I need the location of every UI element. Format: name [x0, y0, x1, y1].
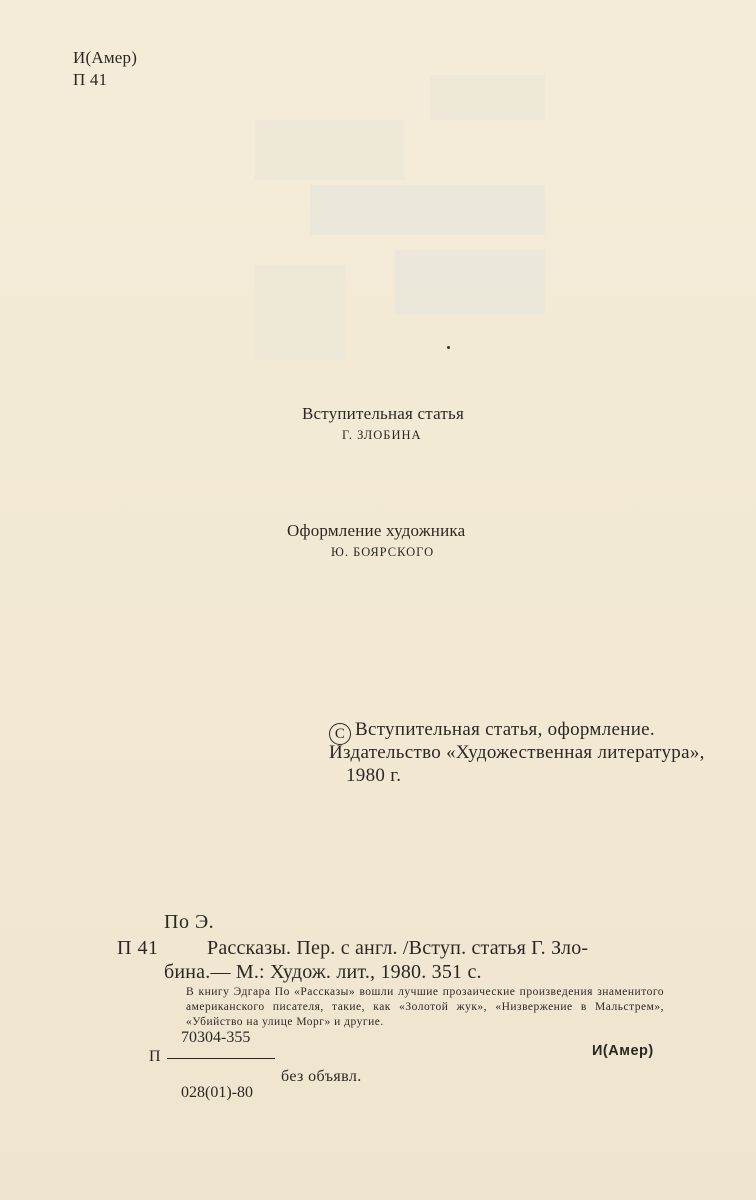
- ink-speck: [447, 346, 450, 349]
- bib-title-line-2: бина.— М.: Худож. лит., 1980. 351 с.: [164, 961, 482, 983]
- copyright-icon: C: [329, 723, 351, 745]
- no-ad-note: без объявл.: [281, 1068, 362, 1085]
- code-bottom: 028(01)-80: [181, 1084, 253, 1101]
- catalog-mark-index: П 41: [73, 70, 108, 89]
- bib-classification: И(Амер): [592, 1043, 654, 1059]
- show-through-shape: [255, 120, 405, 180]
- code-top: 70304-355: [181, 1029, 251, 1046]
- design-author: Ю. БОЯРСКОГО: [331, 545, 435, 559]
- bib-annotation: В книгу Эдгара По «Рассказы» вошли лучшие прозаические произведения знаменитого американского писателя, такие, как «Золотой жук», «Низвержение в Мальстрем», «Убийство на улице Морг» и другие.: [186, 986, 664, 1028]
- code-fraction-line: [167, 1058, 275, 1059]
- catalog-mark-class: И(Амер): [73, 48, 138, 67]
- code-prefix: П: [149, 1048, 161, 1065]
- copyright-line-2: Издательство «Художественная литература»,: [329, 742, 705, 763]
- show-through-shape: [430, 75, 545, 120]
- show-through-shape: [255, 265, 345, 360]
- intro-label: Вступительная статья: [302, 404, 464, 423]
- bib-author: По Э.: [164, 911, 215, 933]
- copyright-text-1: Вступительная статья, оформление.: [355, 719, 655, 740]
- bib-title-line-1: Рассказы. Пер. с англ. /Вступ. статья Г. Зло-: [207, 937, 589, 959]
- design-label: Оформление художника: [287, 521, 466, 540]
- bib-index: П 41: [117, 937, 159, 959]
- copyright-line-3: 1980 г.: [346, 765, 402, 786]
- show-through-shape: [310, 185, 545, 235]
- show-through-shape: [395, 250, 545, 315]
- intro-author: Г. ЗЛОБИНА: [342, 428, 422, 442]
